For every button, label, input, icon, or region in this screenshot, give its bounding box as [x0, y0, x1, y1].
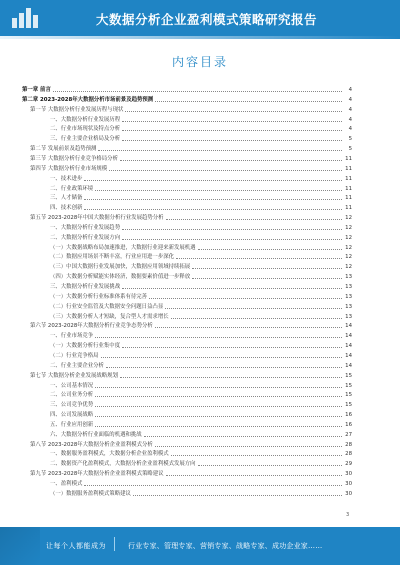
toc-entry-page: 13: [345, 274, 352, 281]
toc-entry-title: 一、公司基本情况: [50, 382, 94, 389]
footer-tagline: 行业专家、管理专家、营销专家、战略专家、成功企业家……: [128, 542, 323, 550]
toc-leader-dots: [122, 140, 342, 141]
toc-entry-page: 13: [345, 303, 352, 310]
toc-entry[interactable]: [22, 94, 352, 103]
toc-entry-title: （一）数据服务盈利模式策略建议: [50, 490, 131, 497]
toc-entry-page: 12: [345, 234, 352, 241]
toc-entry-page: 4: [348, 126, 352, 133]
toc-entry[interactable]: [22, 311, 352, 320]
toc-entry-title: 六、大数据分析行业面临的机遇和挑战: [50, 431, 142, 438]
toc-entry-title: （一）大数据分析行业集中度: [50, 343, 121, 350]
toc-entry-title: 第二章 2023-2028年大数据分析市场前景及趋势预测: [22, 96, 154, 103]
toc-entry[interactable]: [22, 153, 352, 162]
toc-leader-dots: [166, 219, 342, 220]
toc-leader-dots: [122, 239, 342, 240]
toc-entry-page: 4: [348, 106, 352, 113]
toc-entry-page: 12: [345, 254, 352, 261]
toc-entry[interactable]: [22, 133, 352, 142]
toc-leader-dots: [125, 111, 342, 112]
toc-entry[interactable]: [22, 350, 352, 359]
toc-entry-title: 二、行业政策环境: [50, 185, 94, 192]
toc-entry-title: 第一节 大数据分析行业发展历程与现状: [30, 106, 124, 113]
toc-entry-title: 三、人才储备: [50, 195, 83, 202]
toc-entry-title: 一、技术进步: [50, 175, 83, 182]
toc-heading: 内容目录: [171, 55, 228, 69]
toc-entry-page: 12: [345, 264, 352, 271]
toc-entry-page: 11: [345, 185, 352, 192]
toc-leader-dots: [120, 160, 342, 161]
toc-entry-page: 14: [345, 343, 352, 350]
toc-entry-page: 5: [348, 146, 352, 153]
toc-leader-dots: [95, 426, 342, 427]
toc-entry-title: 一、数据服务盈利模式，大数据分析企业盈利模式: [50, 451, 169, 458]
toc-entry-title: 一、行业市场竞争: [50, 333, 94, 340]
toc-entry-page: 11: [345, 165, 352, 172]
toc-entry-page: 14: [345, 323, 352, 330]
toc-leader-dots: [192, 268, 342, 269]
toc-leader-dots: [144, 436, 342, 437]
toc-entry-page: 29: [345, 461, 352, 468]
toc-entry[interactable]: [22, 242, 352, 251]
toc-entry[interactable]: [22, 340, 352, 349]
toc-entry[interactable]: [22, 114, 352, 123]
toc-leader-dots: [122, 347, 342, 348]
toc-leader-dots: [84, 209, 342, 210]
toc-entry-page: 16: [345, 421, 352, 428]
toc-leader-dots: [166, 475, 342, 476]
toc-leader-dots: [84, 199, 342, 200]
toc-entry-title: 第五节 2023-2028年中国大数据分析行业发展趋势分析: [30, 215, 164, 222]
toc-leader-dots: [98, 150, 342, 151]
toc-entry[interactable]: [22, 389, 352, 398]
toc-entry-page: 4: [348, 116, 352, 123]
toc-leader-dots: [133, 495, 342, 496]
toc-entry[interactable]: [22, 183, 352, 192]
toc-entry-page: 13: [345, 284, 352, 290]
toc-entry-title: 四、技术创新: [50, 205, 83, 212]
toc-entry-title: （二）行业竞争格局: [50, 352, 99, 359]
toc-leader-dots: [95, 387, 342, 388]
toc-entry-title: 三、大数据分析行业发展挑战: [50, 284, 121, 290]
toc-entry-page: 30: [345, 481, 352, 487]
toc-entry[interactable]: [22, 173, 352, 182]
toc-entry[interactable]: [22, 380, 352, 389]
toc-leader-dots: [192, 278, 342, 279]
page-header: [0, 0, 400, 36]
toc-entry-title: 第三节 大数据分析行业竞争格局分析: [30, 155, 118, 162]
toc-leader-dots: [106, 367, 342, 368]
toc-leader-dots: [198, 465, 342, 466]
toc-leader-dots: [101, 357, 342, 358]
toc-leader-dots: [149, 298, 342, 299]
toc-leader-dots: [95, 396, 342, 397]
toc-entry-page: 11: [345, 205, 352, 212]
toc-entry-page: 12: [345, 215, 352, 222]
toc-entry-page: 14: [345, 352, 352, 359]
toc-entry-page: 12: [345, 224, 352, 231]
toc-entry-page: 30: [345, 490, 352, 497]
toc-entry[interactable]: [22, 370, 352, 379]
toc-entry-page: 4: [348, 96, 352, 103]
toc-leader-dots: [84, 180, 342, 181]
toc-entry[interactable]: [22, 330, 352, 339]
toc-entry-page: 14: [345, 362, 352, 369]
toc-entry[interactable]: [22, 301, 352, 310]
toc-entry-title: 第六节 2023-2028年大数据分析行业竞争态势分析: [30, 323, 153, 330]
toc-entry-page: 15: [345, 382, 352, 389]
toc-entry[interactable]: [22, 143, 352, 152]
chart-logo-icon: [10, 4, 40, 30]
toc-entry-title: （三）大数据分析人才短缺，复合型人才需求增长: [50, 313, 169, 320]
toc-entry-title: 第四节 大数据分析行业市场规模: [30, 165, 108, 172]
toc-entry-page: 13: [345, 313, 352, 320]
toc-entry-page: 13: [345, 293, 352, 300]
toc-entry[interactable]: [22, 281, 352, 290]
toc-leader-dots: [53, 91, 342, 92]
toc-entry-title: （二）数据应用场景不断丰富，行业应用进一步深化: [50, 254, 174, 261]
toc-entry[interactable]: [22, 458, 352, 467]
toc-entry-title: 第一章 前言: [22, 87, 51, 93]
toc-entry[interactable]: [22, 271, 352, 280]
toc-entry-title: 一、大数据分析行业发展趋势: [50, 224, 121, 231]
toc-leader-dots: [155, 101, 342, 102]
toc-entry-page: 15: [345, 372, 352, 379]
toc-leader-dots: [171, 455, 342, 456]
toc-leader-dots: [171, 318, 342, 319]
footer-divider: [114, 537, 115, 551]
toc-leader-dots: [95, 190, 342, 191]
toc-entry-title: （四）大数据分析赋能实体经济，数据要素价值进一步释放: [50, 274, 191, 281]
toc-leader-dots: [122, 121, 342, 122]
report-title: 大数据分析企业盈利模式策略研究报告: [96, 12, 318, 27]
toc-leader-dots: [122, 229, 342, 230]
toc-leader-dots: [155, 327, 342, 328]
toc-entry-title: 四、公司发展战略: [50, 412, 94, 419]
toc-entry[interactable]: [22, 429, 352, 438]
page-number: 3: [346, 512, 350, 518]
page-footer: [0, 527, 400, 565]
toc-entry[interactable]: [22, 123, 352, 132]
toc-entry[interactable]: [22, 163, 352, 172]
toc-leader-dots: [109, 170, 342, 171]
toc-entry[interactable]: [22, 192, 352, 201]
toc-entry[interactable]: [22, 320, 352, 329]
toc-leader-dots: [198, 249, 342, 250]
toc-leader-dots: [176, 258, 342, 259]
toc-entry[interactable]: [22, 439, 352, 448]
toc-entry[interactable]: [22, 84, 352, 93]
toc-leader-dots: [155, 446, 342, 447]
toc-entry-title: 一、盈利模式: [50, 481, 83, 487]
toc-entry-title: 三、公司竞争优势: [50, 402, 94, 409]
toc-entry[interactable]: [22, 291, 352, 300]
toc-entry-page: 11: [345, 155, 352, 162]
toc-entry-page: 28: [345, 451, 352, 458]
toc-entry-title: 三、行业主要企业格局及分析: [50, 136, 121, 143]
toc-entry[interactable]: [22, 488, 352, 497]
toc-entry-title: （三）中国大数据行业发展加快，大数据应用领域持续拓展: [50, 264, 191, 271]
toc-entry-page: 16: [345, 412, 352, 419]
toc-entry[interactable]: [22, 261, 352, 270]
toc-entry-title: 二、大数据分析行业发展方向: [50, 234, 121, 241]
toc-entry-page: 14: [345, 333, 352, 340]
toc-entry[interactable]: [22, 251, 352, 260]
toc-entry-page: 15: [345, 402, 352, 409]
toc-entry[interactable]: [22, 409, 352, 418]
toc-entry-page: 5: [348, 136, 352, 143]
toc-leader-dots: [122, 130, 342, 131]
toc-entry-page: 15: [345, 392, 352, 399]
toc-entry[interactable]: [22, 212, 352, 221]
toc-entry-title: 二、数据资产化盈利模式，大数据分析企业盈利模式发展方向: [50, 461, 196, 468]
toc-leader-dots: [122, 288, 342, 289]
toc-leader-dots: [95, 406, 342, 407]
toc-entry-page: 4: [348, 87, 352, 93]
toc-entry-title: 第七节 大数据分析企业发展战略规划: [30, 372, 118, 379]
toc-entry-title: 一、大数据分析行业发展历程: [50, 116, 121, 123]
toc-entry[interactable]: [22, 478, 352, 487]
toc-entry-page: 11: [345, 175, 352, 182]
toc-entry-title: 第九节 2023-2028年大数据分析企业盈利模式策略建议: [30, 471, 164, 478]
toc-entry[interactable]: [22, 104, 352, 113]
toc-entry-title: （二）行业安全监管及大数据安全问题日益凸显: [50, 303, 164, 310]
toc-entry[interactable]: [22, 448, 352, 457]
toc-entry-page: 30: [345, 471, 352, 478]
toc-leader-dots: [84, 485, 342, 486]
toc-entry[interactable]: [22, 222, 352, 231]
toc-entry-page: 11: [345, 195, 352, 202]
toc-entry[interactable]: [22, 232, 352, 241]
footer-slogan: 让每个人都能成为: [46, 542, 106, 550]
toc-entry-title: 二、行业市场现状及特点分析: [50, 126, 121, 133]
toc-leader-dots: [95, 337, 342, 338]
toc-entry-title: （一）大数据战略布局加速推进，大数据行业迎来新发展机遇: [50, 244, 196, 251]
toc-leader-dots: [165, 308, 342, 309]
toc-leader-dots: [120, 377, 342, 378]
toc-entry-page: 28: [345, 441, 352, 448]
toc-entry-title: 第八节 2023-2028年大数据分析企业盈利模式分析: [30, 441, 153, 448]
toc-entry-title: 二、行业主要企业分析: [50, 362, 104, 369]
toc-leader-dots: [95, 416, 342, 417]
toc-entry[interactable]: [22, 360, 352, 369]
footer-decoration: [0, 527, 40, 565]
toc-entry[interactable]: [22, 468, 352, 477]
toc-entry-page: 27: [345, 431, 352, 438]
toc-entry-title: 第二节 发展前景及趋势预测: [30, 146, 97, 153]
toc-entry[interactable]: [22, 399, 352, 408]
toc-entry-title: 五、行业应用创新: [50, 421, 94, 428]
toc-entry-title: （一）大数据分析行业标准体系有待完善: [50, 293, 148, 300]
toc-entry-title: 二、公司业务分析: [50, 392, 94, 399]
toc-entry[interactable]: [22, 419, 352, 428]
table-of-contents: [22, 84, 352, 516]
toc-entry[interactable]: [22, 202, 352, 211]
toc-entry-page: 12: [345, 244, 352, 251]
